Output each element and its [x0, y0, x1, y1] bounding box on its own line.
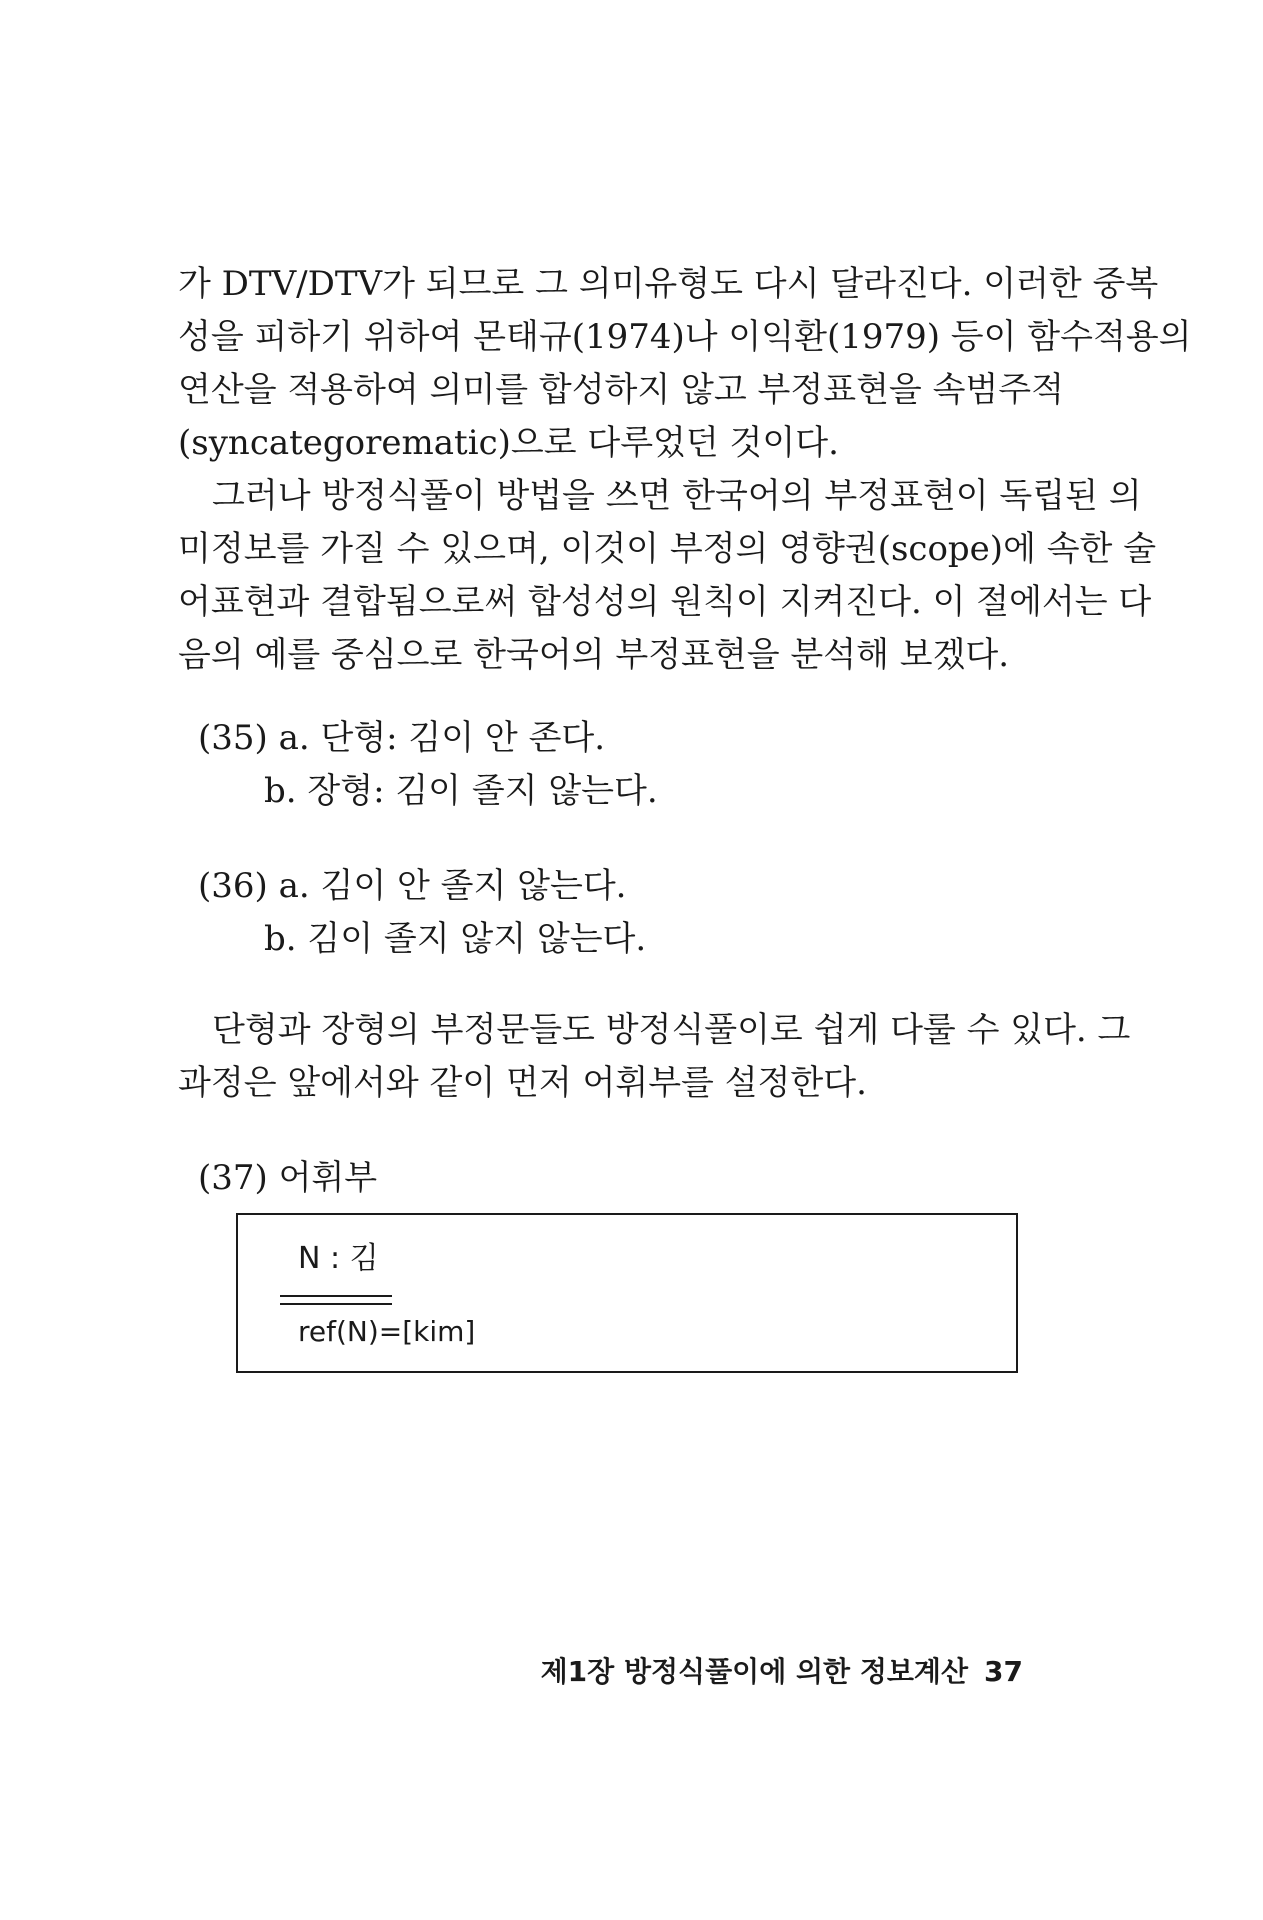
lexicon-semantics: ref(N)=[kim]	[298, 1315, 476, 1348]
text-line: 과정은 앞에서와 같이 먼저 어휘부를 설정한다.	[178, 1063, 867, 1103]
text-line: 가 DTV/DTV가 되므로 그 의미유형도 다시 달라진다. 이러한 중복	[178, 264, 1159, 304]
text-line: 성을 피하기 위하여 몬태규(1974)나 이익환(1979) 등이 함수적용의	[178, 317, 1192, 357]
example-35-b: b. 장형: 김이 졸지 않는다.	[264, 771, 658, 811]
text-line: 연산을 적용하여 의미를 합성하지 않고 부정표현을 속범주적	[178, 370, 1064, 410]
example-36	[198, 860, 646, 966]
paragraph-2	[178, 470, 1157, 682]
text-line: 그러나 방정식풀이 방법을 쓰면 한국어의 부정표현이 독립된 의	[212, 476, 1142, 516]
example-37	[198, 1152, 377, 1205]
example-35	[198, 712, 658, 818]
example-36-b: b. 김이 졸지 않지 않는다.	[264, 919, 647, 959]
text-line: 단형과 장형의 부정문들도 방정식풀이로 쉽게 다룰 수 있다. 그	[212, 1010, 1131, 1050]
page-number: 37	[984, 1655, 1023, 1688]
example-35-a: (35) a. 단형: 김이 안 존다.	[198, 718, 606, 758]
text-line: 음의 예를 중심으로 한국어의 부정표현을 분석해 보겠다.	[178, 635, 1010, 675]
chapter-title: 제1장 방정식풀이에 의한 정보계산	[540, 1655, 969, 1688]
text-line: 어표현과 결합됨으로써 합성성의 원칙이 지켜진다. 이 절에서는 다	[178, 582, 1152, 622]
paragraph-3	[178, 1004, 1131, 1110]
double-rule-divider	[280, 1295, 392, 1305]
lexicon-box	[236, 1213, 1018, 1373]
lexicon-entry: N : 김	[298, 1241, 379, 1276]
text-line: (syncategorematic)으로 다루었던 것이다.	[178, 423, 839, 463]
example-36-a: (36) a. 김이 안 졸지 않는다.	[198, 866, 627, 906]
example-37-label: (37) 어휘부	[198, 1158, 378, 1198]
page-footer	[541, 1650, 1023, 1690]
text-line: 미정보를 가질 수 있으며, 이것이 부정의 영향권(scope)에 속한 술	[178, 529, 1157, 569]
paragraph-1	[178, 258, 1192, 470]
